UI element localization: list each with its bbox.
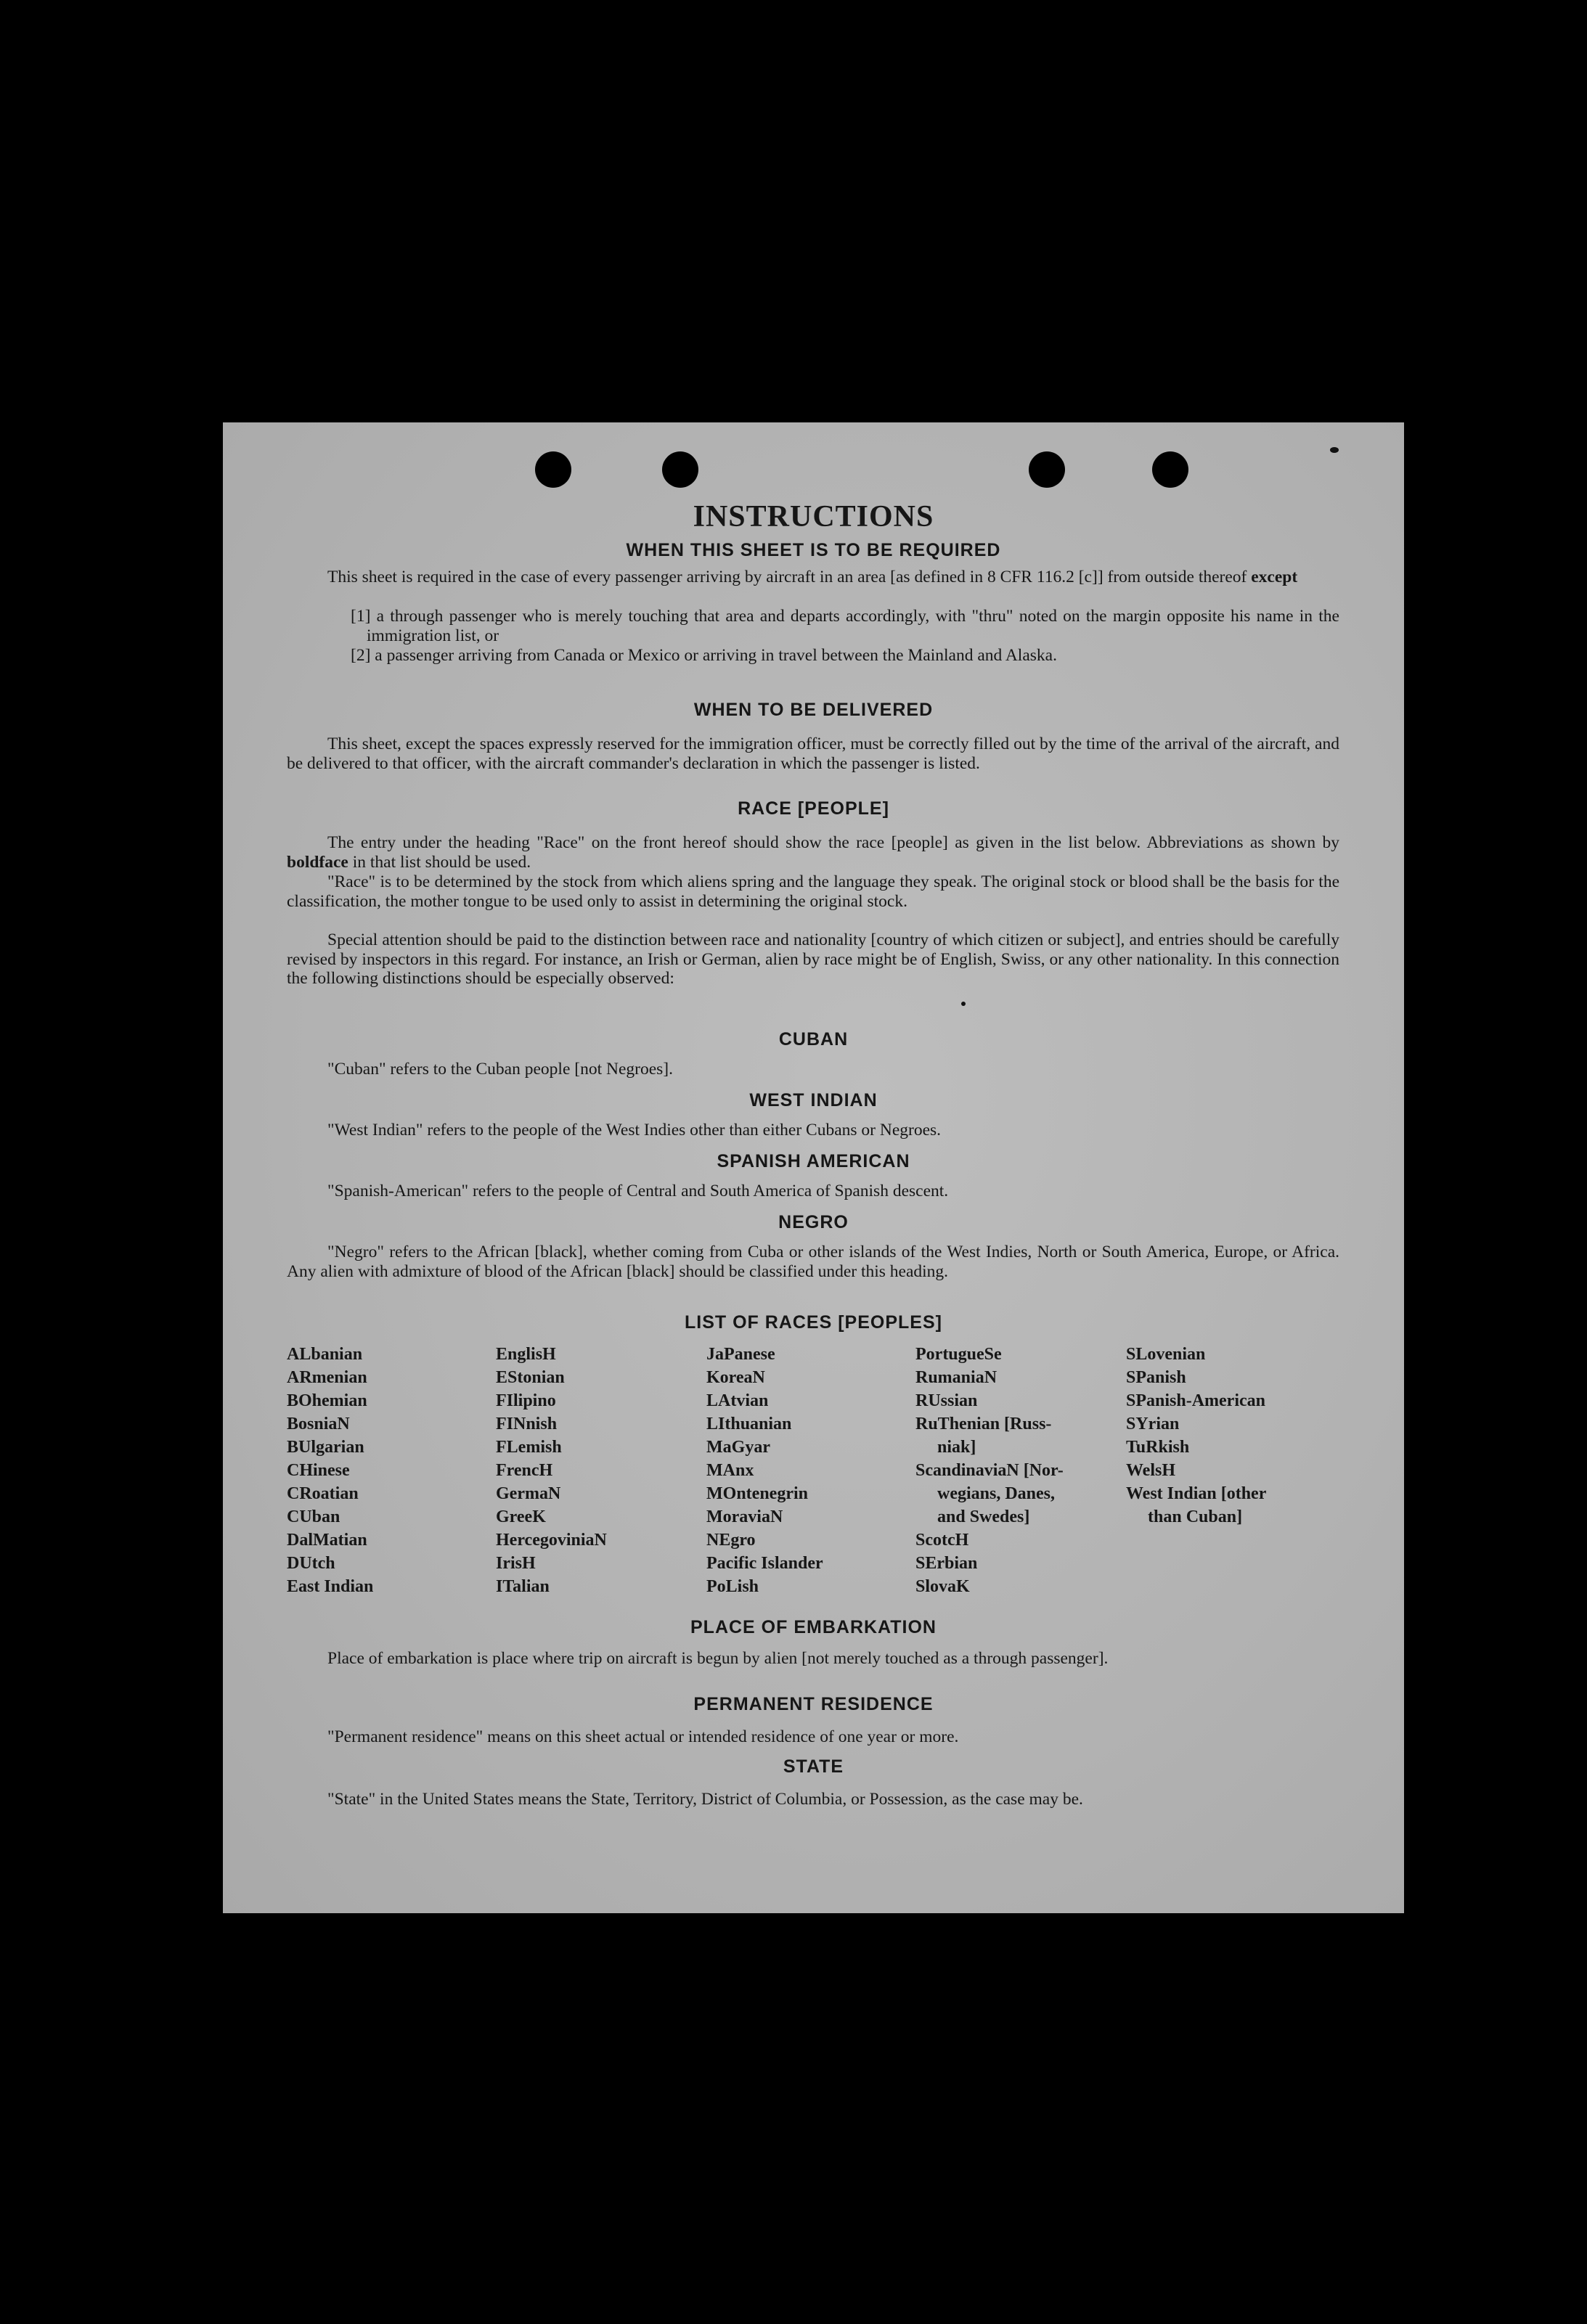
race-item: niak]	[937, 1438, 976, 1457]
race-item: East Indian	[287, 1577, 374, 1596]
heading-when-delivered: WHEN TO BE DELIVERED	[693, 700, 934, 720]
race-item: FLemish	[496, 1438, 562, 1457]
heading-west-indian: WEST INDIAN	[749, 1090, 878, 1110]
race-item: PortugueSe	[915, 1345, 1002, 1364]
state-text: "State" in the United States means the State, Territory, District of Columbia, or Possession, as the case may be.	[327, 1790, 1083, 1809]
race-p1-a: The entry under the heading "Race" on the front hereof should show the race [people] as given in the list below. Abbreviations as shown by	[327, 833, 1339, 852]
race-item: DUtch	[287, 1554, 335, 1573]
race-item: LIthuanian	[706, 1415, 792, 1433]
race-item: ScotcH	[915, 1531, 969, 1550]
races-column-1	[287, 1343, 373, 1598]
races-column-5	[1126, 1343, 1266, 1529]
west-indian-text: "West Indian" refers to the people of the West Indies other than either Cubans or Negroes.	[327, 1121, 942, 1140]
when-required-intro-text: This sheet is required in the case of every passenger arriving by aircraft in an area [as defined in 8 CFR 116.2 [c]] from outside thereof	[327, 568, 1252, 586]
race-item: SPanish	[1126, 1368, 1186, 1387]
heading-place-of-embarkation: PLACE OF EMBARKATION	[690, 1617, 937, 1637]
race-item: KoreaN	[706, 1368, 765, 1387]
race-item: BUlgarian	[287, 1438, 364, 1457]
race-item: JaPanese	[706, 1345, 775, 1364]
race-item: RUssian	[915, 1391, 978, 1410]
page-title: INSTRUCTIONS	[693, 500, 934, 533]
race-item: BosniaN	[287, 1415, 350, 1433]
race-item: FINnish	[496, 1415, 558, 1433]
race-item: CUban	[287, 1507, 340, 1526]
race-paragraph-2: "Race" is to be determined by the stock from which aliens spring and the language they speak. The original stock or blood shall be the basis for the classification, the mother tongue to be used only to assist in determining the original stock.	[287, 872, 1339, 911]
race-item: SYrian	[1126, 1415, 1180, 1433]
race-item: DalMatian	[287, 1531, 367, 1550]
heading-cuban: CUBAN	[778, 1029, 849, 1050]
when-delivered-text: This sheet, except the spaces expressly reserved for the immigration officer, must be correctly filled out by the time of the arrival of the aircraft, and be delivered to that officer, with the aircraft commander's declaration in which the passenger is listed.	[287, 735, 1339, 773]
race-item: CRoatian	[287, 1484, 359, 1503]
race-item: than Cuban]	[1148, 1507, 1243, 1526]
race-item: West Indian [other	[1126, 1484, 1267, 1503]
heading-state: STATE	[783, 1756, 844, 1777]
race-item: BOhemian	[287, 1391, 367, 1410]
race-item: TuRkish	[1126, 1438, 1190, 1457]
punch-hole-4	[1152, 451, 1188, 488]
race-item: MOntenegrin	[706, 1484, 808, 1503]
cuban-text: "Cuban" refers to the Cuban people [not Negroes].	[327, 1060, 673, 1079]
race-item: wegians, Danes,	[937, 1484, 1056, 1503]
residence-text: "Permanent residence" means on this sheet actual or intended residence of one year or more.	[327, 1727, 959, 1746]
race-paragraph-1	[287, 833, 1339, 872]
race-item: MoraviaN	[706, 1507, 783, 1526]
race-item: CHinese	[287, 1461, 350, 1480]
punch-hole-2	[662, 451, 698, 488]
spanish-american-text: "Spanish-American" refers to the people of Central and South America of Spanish descent.	[327, 1182, 949, 1200]
race-item: NEgro	[706, 1531, 756, 1550]
race-item: EnglisH	[496, 1345, 556, 1364]
document-sheet	[223, 422, 1404, 1913]
race-item: SPanish-American	[1126, 1391, 1265, 1410]
race-item: Pacific Islander	[706, 1554, 823, 1573]
when-required-item-2: [2] a passenger arriving from Canada or Mexico or arriving in travel between the Mainland and Alaska.	[351, 646, 1057, 665]
specks	[1330, 447, 1339, 453]
race-item: WelsH	[1126, 1461, 1176, 1480]
race-item: IrisH	[496, 1554, 536, 1573]
race-item: FIlipino	[496, 1391, 556, 1410]
when-required-item-1: [1] a through passenger who is merely touching that area and departs accordingly, with "thru" noted on the margin opposite his name in the immigration list, or	[351, 607, 1339, 645]
race-item: MaGyar	[706, 1438, 770, 1457]
negro-text: "Negro" refers to the African [black], whether coming from Cuba or other islands of the West Indies, North or South America, Europe, or Africa. Any alien with admixture of blood of the African [black] should be classified under this heading.	[287, 1243, 1339, 1281]
races-column-2	[496, 1343, 607, 1598]
race-item: SlovaK	[915, 1577, 970, 1596]
race-item: RuThenian [Russ-	[915, 1415, 1052, 1433]
race-item: RumaniaN	[915, 1368, 998, 1387]
punch-hole-1	[535, 451, 571, 488]
heading-list-of-races: LIST OF RACES [PEOPLES]	[685, 1312, 942, 1333]
heading-race: RACE [PEOPLE]	[738, 798, 889, 819]
race-item: PoLish	[706, 1577, 759, 1596]
heading-when-required: WHEN THIS SHEET IS TO BE REQUIRED	[626, 540, 1001, 560]
races-column-4	[915, 1343, 1064, 1598]
race-paragraph-3: Special attention should be paid to the distinction between race and nationality [country of which citizen or subject], and entries should be carefully revised by inspectors in this regard. For instance, an Irish or German, alien by race might be of English, Swiss, or any other nationality. In this connection the following distinctions should be especially observed:	[287, 930, 1339, 988]
specks	[961, 1002, 966, 1006]
races-column-3	[706, 1343, 823, 1598]
race-item: LAtvian	[706, 1391, 769, 1410]
race-item: ALbanian	[287, 1345, 363, 1364]
race-item: EStonian	[496, 1368, 565, 1387]
heading-permanent-residence: PERMANENT RESIDENCE	[693, 1694, 934, 1714]
race-item: ITalian	[496, 1577, 550, 1596]
except-text: except	[1251, 568, 1298, 586]
when-required-intro	[287, 568, 1339, 587]
race-item: GermaN	[496, 1484, 561, 1503]
race-item: MAnx	[706, 1461, 754, 1480]
race-item: SErbian	[915, 1554, 978, 1573]
race-item: ARmenian	[287, 1368, 367, 1387]
race-p1-c: in that list should be used.	[348, 852, 531, 872]
heading-negro: NEGRO	[778, 1212, 849, 1232]
race-item: ScandinaviaN [Nor-	[915, 1461, 1064, 1480]
heading-spanish-american: SPANISH AMERICAN	[717, 1151, 910, 1171]
race-p1-boldface: boldface	[287, 852, 348, 872]
race-item: FrencH	[496, 1461, 553, 1480]
race-item: HercegoviniaN	[496, 1531, 607, 1550]
race-item: SLovenian	[1126, 1345, 1206, 1364]
punch-hole-3	[1029, 451, 1065, 488]
race-item: and Swedes]	[937, 1507, 1030, 1526]
race-item: GreeK	[496, 1507, 546, 1526]
embarkation-text: Place of embarkation is place where trip on aircraft is begun by alien [not merely touched as a through passenger].	[327, 1649, 1109, 1668]
